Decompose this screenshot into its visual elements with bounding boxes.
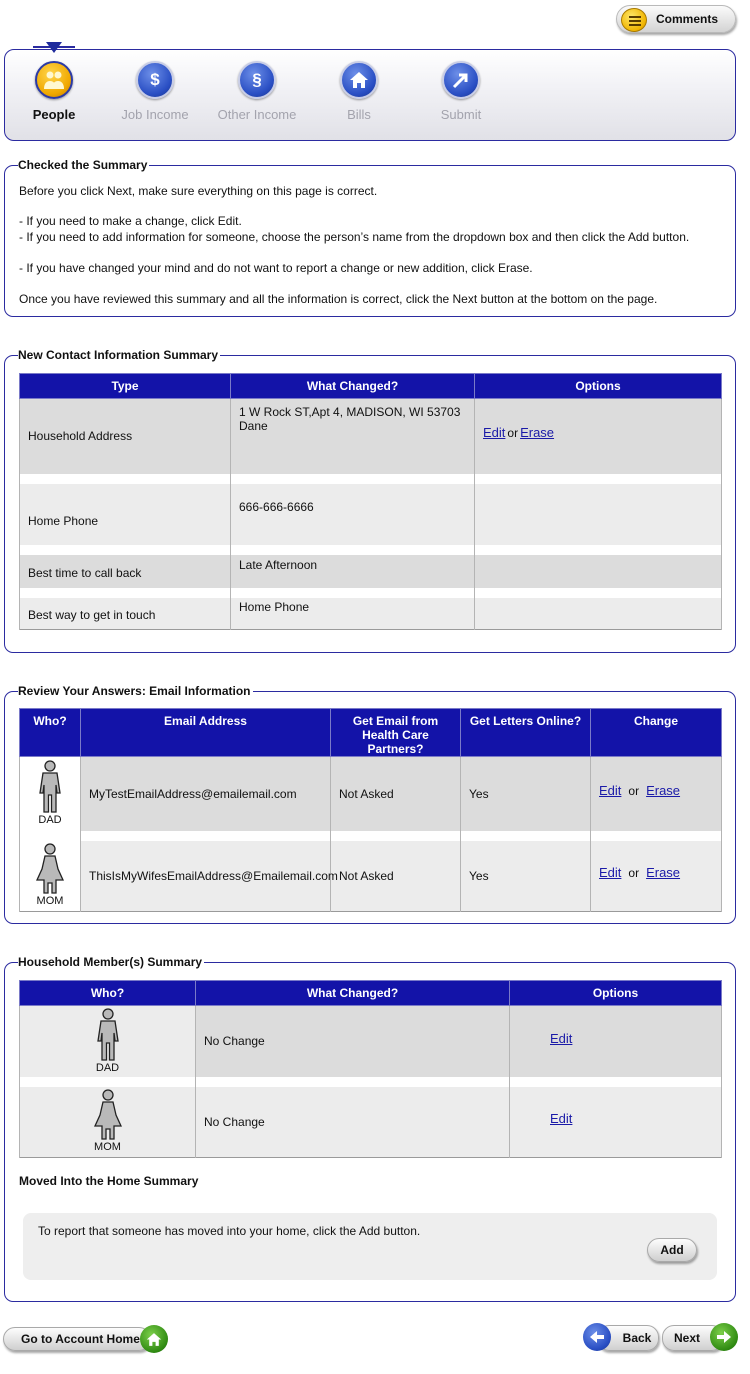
account-home-label: Go to Account Home [21,1332,140,1346]
who-cell [20,1006,196,1077]
section-legend: Household Member(s) Summary [18,955,203,969]
column-header: Who? [20,981,196,1006]
moved-in-text: To report that someone has moved into your home, click the Add button. [38,1224,421,1238]
step-other-income[interactable] [207,61,307,122]
submit-arrow-icon [442,61,480,99]
column-header: Who? [20,709,81,757]
who-cell [20,841,81,912]
who-cell [20,757,81,831]
step-people[interactable] [4,61,104,122]
summary-bullet: - If you need to make a change, click Edit. [19,214,242,228]
health-cell: Not Asked [331,841,461,912]
changed-cell [231,399,475,474]
column-header: Options [475,374,722,399]
man-icon [95,1008,121,1062]
options-cell [510,1087,722,1158]
section-legend: Review Your Answers: Email Information [18,684,251,698]
moved-in-box [23,1213,717,1280]
change-cell [591,841,722,912]
man-icon [37,760,63,814]
house-icon [340,61,378,99]
person-label: DAD [38,814,62,827]
erase-link[interactable]: Erase [646,783,681,799]
summary-intro: Before you click Next, make sure everything on this page is correct. [19,184,378,198]
options-cell [510,1006,722,1077]
health-cell: Not Asked [331,757,461,831]
erase-link[interactable]: Erase [520,424,555,440]
table-row [20,1087,722,1158]
or-text: or [507,425,519,440]
comments-label: Comments [656,12,719,26]
person-mom [20,1089,195,1154]
person-dad [20,1008,195,1075]
summary-bullet: - If you need to add information for someone, choose the person’s name from the dropdown box and then click the Add button. [19,230,690,244]
current-step-marker [46,42,62,53]
table-row [20,757,722,831]
change-cell [591,757,722,831]
comments-button[interactable] [616,5,736,33]
step-label: Bills [347,107,371,122]
erase-link[interactable]: Erase [646,865,681,881]
changed-cell: No Change [196,1006,510,1077]
section-legend: New Contact Information Summary [18,348,219,362]
edit-link[interactable]: Edit [550,1111,573,1127]
household-summary-table [19,980,722,1158]
column-header: Get Email from Health Care Partners? [331,709,461,757]
options-cell [475,399,722,474]
woman-icon [94,1089,122,1141]
table-row [20,1006,722,1077]
type-cell: Best time to call back [20,555,231,588]
home-icon[interactable] [140,1325,168,1353]
summary-outro: Once you have reviewed this summary and all the information is correct, click the Next button at the bottom on the page. [19,292,658,306]
options-cell [475,598,722,630]
column-header: Email Address [81,709,331,757]
contact-summary-table [19,373,722,630]
other-income-icon: § [238,61,276,99]
or-text: or [628,784,640,799]
column-header: What Changed? [196,981,510,1006]
dollar-icon: $ [136,61,174,99]
type-cell: Best way to get in touch [20,598,231,630]
step-bills[interactable] [309,61,409,122]
step-label: People [32,107,76,122]
step-job-income[interactable] [105,61,205,122]
back-label: Back [622,1331,652,1345]
section-legend: Checked the Summary [18,158,148,172]
step-label: Job Income [121,107,189,122]
person-mom [20,843,80,908]
options-cell [475,555,722,588]
or-text: or [628,866,640,881]
person-label: MOM [94,1141,121,1154]
person-label: MOM [36,895,64,908]
account-home-button[interactable] [3,1327,151,1351]
table-row [20,555,722,588]
edit-link[interactable]: Edit [599,865,622,881]
column-header: Options [510,981,722,1006]
table-row [20,598,722,630]
step-submit[interactable] [411,61,511,122]
changed-cell: No Change [196,1087,510,1158]
summary-bullet: - If you have changed your mind and do not want to report a change or new addition, click Erase. [19,261,533,275]
column-header: Change [591,709,722,757]
table-row [20,484,722,545]
table-row [20,841,722,912]
changed-cell: 666-666-6666 [231,484,475,545]
letters-cell: Yes [461,757,591,831]
who-cell [20,1087,196,1158]
column-header: Get Letters Online? [461,709,591,757]
options-cell [475,484,722,545]
edit-link[interactable]: Edit [599,783,622,799]
column-header: Type [20,374,231,399]
next-arrow-icon[interactable] [710,1323,738,1351]
checked-summary-section [4,158,736,317]
next-label: Next [674,1331,701,1345]
column-header: What Changed? [231,374,475,399]
woman-icon [36,843,64,895]
email-cell: ThisIsMyWifesEmailAddress@Emailemail.com [81,841,331,912]
person-label: DAD [95,1061,120,1074]
changed-cell: Late Afternoon [231,555,475,588]
edit-link[interactable]: Edit [483,424,506,440]
county-line: Dane [239,419,268,433]
table-row [20,399,722,474]
step-label: Other Income [217,107,297,122]
back-arrow-icon[interactable] [583,1323,611,1351]
address-line: 1 W Rock ST,Apt 4, MADISON, WI 53703 [239,405,461,419]
letters-cell: Yes [461,841,591,912]
people-icon [35,61,73,99]
email-summary-table [19,708,722,912]
type-cell: Home Phone [20,484,231,545]
email-cell: MyTestEmailAddress@emailemail.com [81,757,331,831]
moved-in-title: Moved Into the Home Summary [19,1174,199,1188]
edit-link[interactable]: Edit [550,1030,573,1046]
add-button[interactable]: Add [647,1238,697,1262]
type-cell: Household Address [20,399,231,474]
person-dad [20,760,80,827]
step-label: Submit [440,107,482,122]
comments-icon [621,8,647,32]
changed-cell: Home Phone [231,598,475,630]
